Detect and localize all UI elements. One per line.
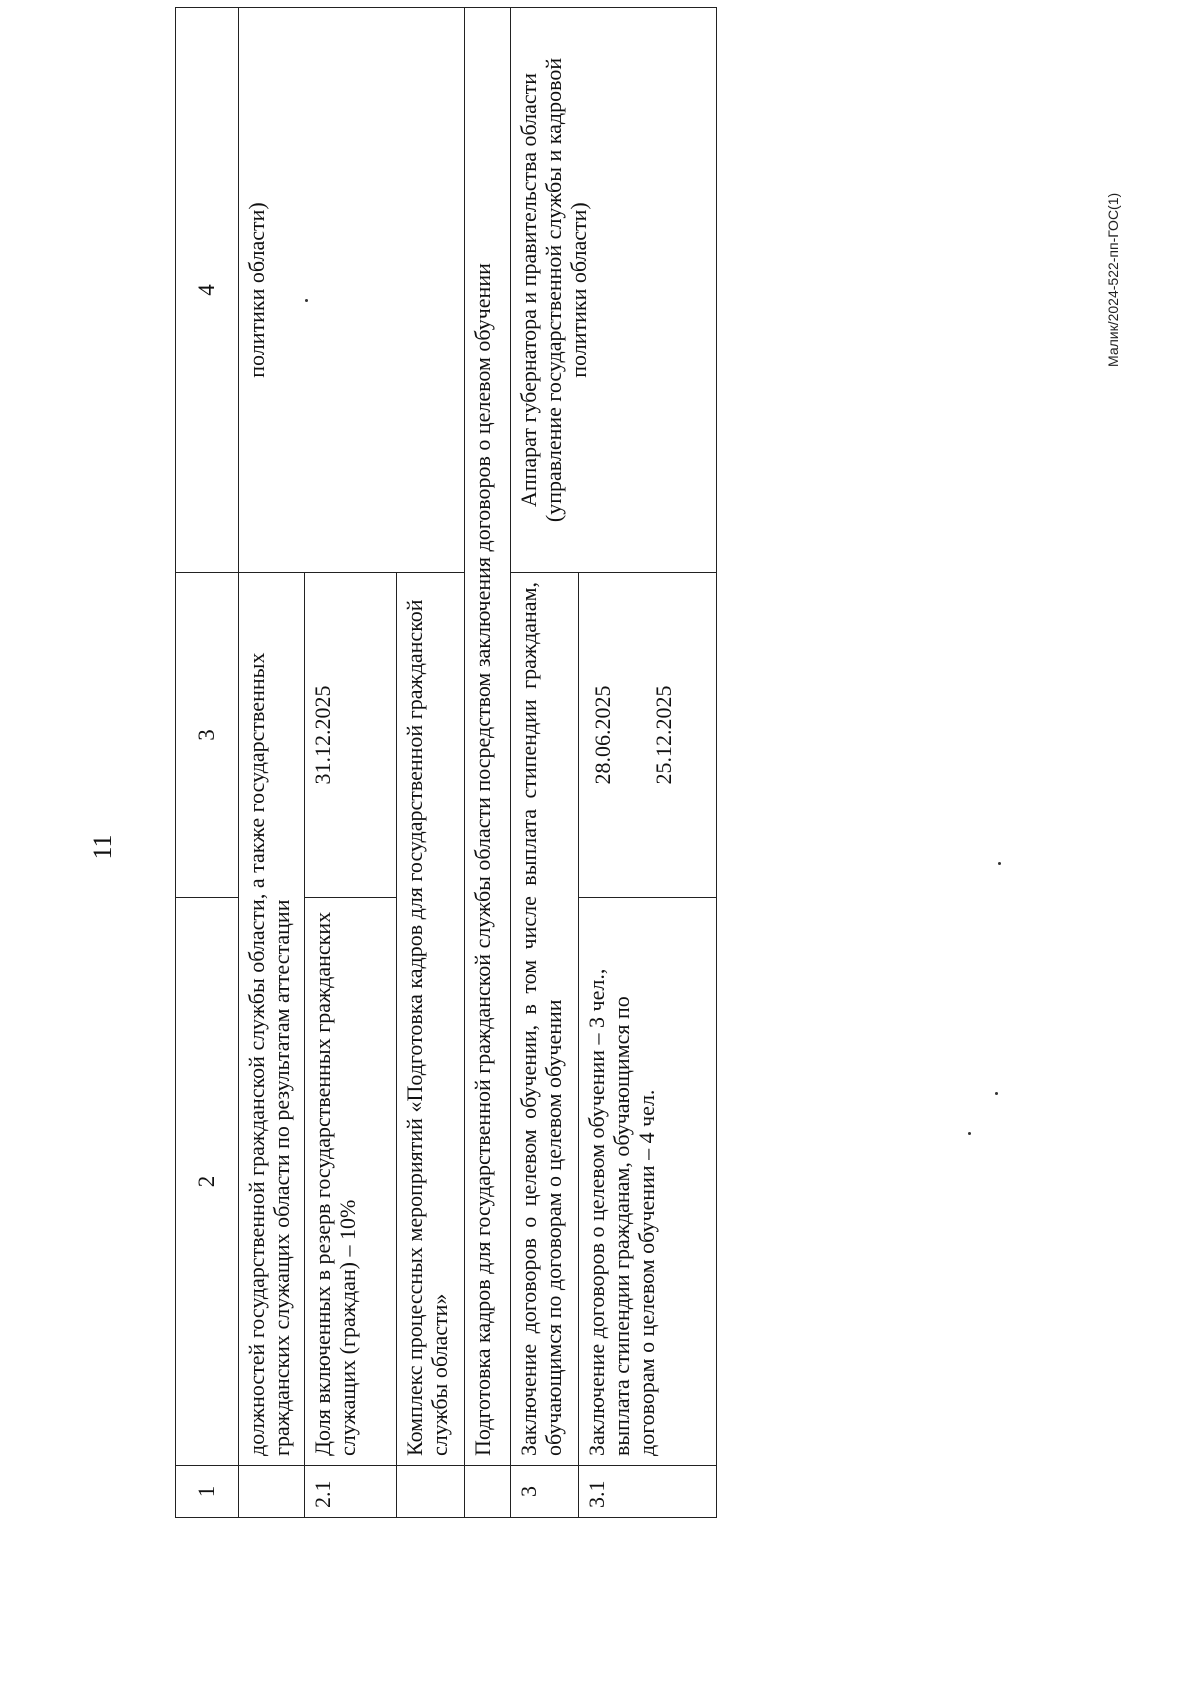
measures-table: [175, 7, 717, 1518]
row-dates: [579, 573, 717, 898]
continuation-number: [239, 1466, 305, 1518]
row-responsible: Аппарат губернатора и правительства области (управление государственной службы и кадровой политики области): [511, 8, 717, 573]
document-code: Малик/2024-522-пп-ГОС(1): [1105, 192, 1121, 367]
complex-number: [397, 1466, 465, 1518]
continuation-responsible: политики области): [239, 8, 465, 573]
complex-title: Комплекс процессных мероприятий «Подготовка кадров для государственной гражданской службы области»: [397, 573, 465, 1466]
row-date: 25.12.2025: [651, 685, 677, 785]
table-row: [511, 8, 579, 1518]
row-number: 3: [511, 1466, 579, 1518]
row-number: 2.1: [305, 1466, 397, 1518]
page-number: 11: [88, 834, 117, 860]
row-description: Доля включенных в резерв государственных гражданских служащих (граждан) – 10%: [305, 898, 397, 1466]
row-number: 3.1: [579, 1466, 717, 1518]
task-row: [465, 8, 511, 1518]
task-title: Подготовка кадров для государственной гражданской службы области посредством заключения договоров о целевом обучении: [465, 8, 511, 1466]
row-description: [579, 898, 717, 1466]
continuation-row: [239, 8, 305, 1518]
row-date: 28.06.2025: [590, 685, 615, 785]
table-header-row: [176, 8, 239, 1518]
scan-speck: [995, 1092, 998, 1095]
scan-speck: [305, 299, 308, 302]
header-col-1: 1: [176, 1466, 239, 1518]
row-description-line: выплата стипендии гражданам, обучающимся по договорам о целевом обучении – 4 чел.: [609, 996, 660, 1456]
task-number: [465, 1466, 511, 1518]
row-date: 31.12.2025: [305, 573, 397, 898]
header-col-3: 3: [176, 573, 239, 898]
scan-speck: [968, 1132, 971, 1135]
row-description: Заключение договоров о целевом обучении, в том числе выплата стипендии гражданам, обучающимся по договорам о целевом обучении: [511, 573, 579, 1466]
row-description-line: Заключение договоров о целевом обучении – 3 чел.,: [584, 968, 609, 1456]
continuation-text: должностей государственной гражданской службы области, а также государственных гражданских служащих области по результатам аттестации: [239, 573, 305, 1466]
scan-speck: [998, 862, 1001, 865]
header-col-2: 2: [176, 898, 239, 1466]
header-col-4: 4: [176, 8, 239, 573]
